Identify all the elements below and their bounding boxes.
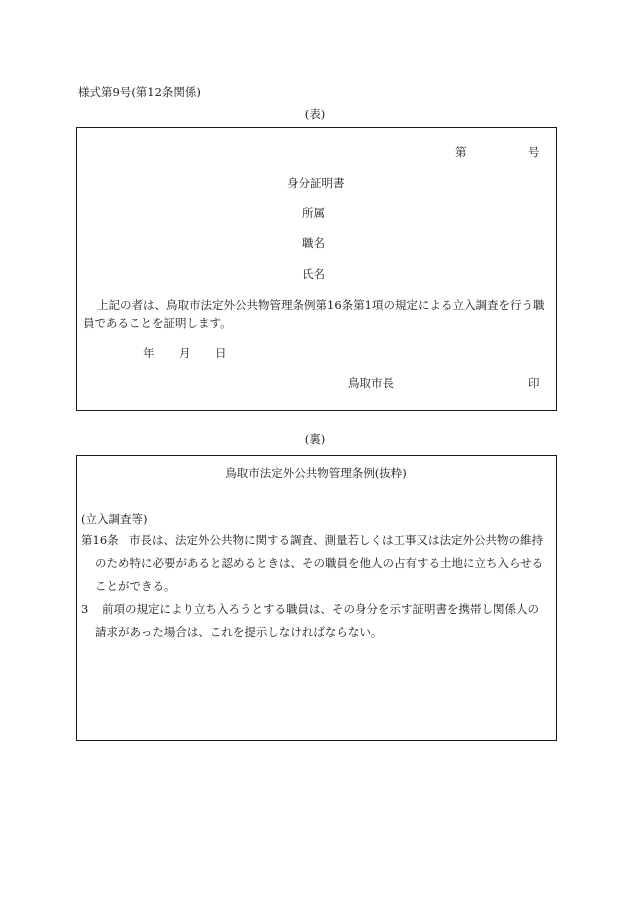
body-line-2: 員であることを証明します。 — [83, 316, 232, 330]
article-number: 第16条 — [81, 533, 119, 547]
field-name: 氏名 — [302, 267, 325, 281]
issuer: 鳥取市長 — [348, 376, 394, 390]
article-line-2: のため特に必要があると認めるときは、その職員を他人の占有する土地に立ち入らせる — [95, 556, 544, 570]
date-month: 月 — [179, 346, 191, 360]
clause-number: 3 — [81, 602, 89, 616]
body-line-1: 上記の者は、鳥取市法定外公共物管理条例第16条第1項の規定による立入調査を行う職 — [97, 298, 545, 312]
article-line-3: ことができる。 — [95, 579, 176, 593]
number-suffix: 号 — [528, 145, 540, 159]
date-day: 日 — [215, 346, 227, 360]
back-card — [76, 455, 557, 741]
back-side-label: (裏) — [304, 432, 326, 446]
field-affiliation: 所属 — [302, 206, 325, 220]
certificate-title: 身分証明書 — [287, 176, 345, 190]
clause-line-2: 請求があった場合は、これを提示しなければならない。 — [95, 625, 383, 639]
section-heading: (立入調査等) — [81, 512, 148, 526]
seal-mark: 印 — [528, 376, 540, 390]
field-position: 職名 — [302, 236, 325, 250]
clause-line-1: 前項の規定により立ち入ろうとする職員は、その身分を示す証明書を携帯し関係人の — [102, 602, 539, 616]
number-prefix: 第 — [455, 145, 467, 159]
front-side-label: (表) — [304, 107, 326, 121]
front-card — [76, 127, 557, 411]
ordinance-title: 鳥取市法定外公共物管理条例(抜粋) — [225, 466, 407, 480]
date-year: 年 — [143, 346, 155, 360]
article-line-1: 市長は、法定外公共物に関する調査、測量若しくは工事又は法定外公共物の維持 — [129, 533, 543, 547]
form-label: 様式第9号(第12条関係) — [78, 85, 201, 99]
